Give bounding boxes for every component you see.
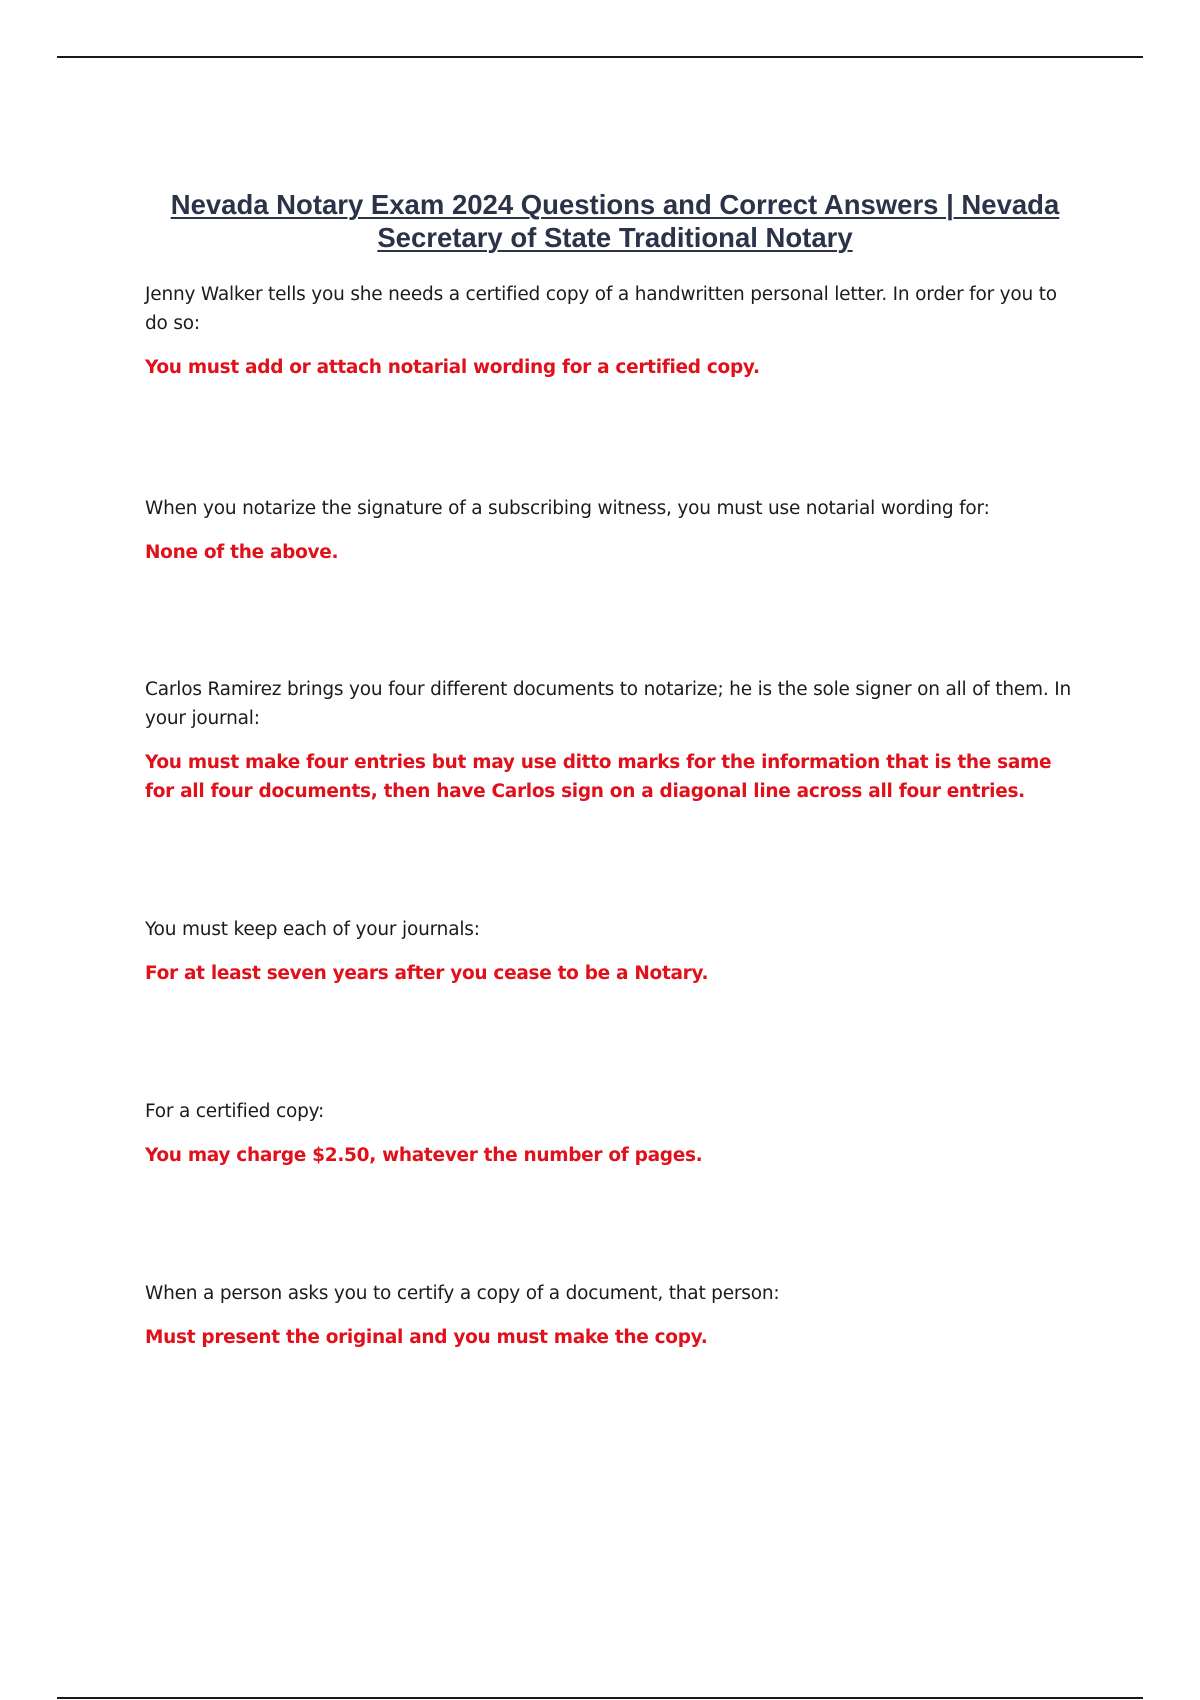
answer-text: You must add or attach notarial wording for a certified copy. [145, 357, 760, 378]
document-title: Nevada Notary Exam 2024 Questions and Correct Answers | Nevada Secretary of State Traditional Notary [170, 189, 1060, 253]
bottom-rule [57, 1697, 1143, 1699]
answer-text: You must make four entries but may use ditto marks for the information that is the same for all four documents, then have Carlos sign on a diagonal line across all four entries. [145, 752, 1052, 802]
question-text: When a person asks you to certify a copy of a document, that person: [145, 1283, 780, 1304]
qa-item-5 [145, 1097, 1085, 1170]
question-text: You must keep each of your journals: [145, 919, 480, 940]
qa-item-4 [145, 915, 1085, 988]
question-text: Carlos Ramirez brings you four different documents to notarize; he is the sole signer on all of them. In your journal: [145, 679, 1071, 729]
top-rule [57, 56, 1143, 58]
qa-item-6 [145, 1279, 1085, 1352]
answer-text: You may charge $2.50, whatever the number of pages. [145, 1145, 703, 1166]
qa-item-2 [145, 494, 1085, 567]
question-text: For a certified copy: [145, 1101, 325, 1122]
answer-text: Must present the original and you must make the copy. [145, 1327, 708, 1348]
question-text: Jenny Walker tells you she needs a certified copy of a handwritten personal letter. In order for you to do so: [145, 284, 1057, 334]
answer-text: For at least seven years after you cease to be a Notary. [145, 963, 709, 984]
question-text: When you notarize the signature of a subscribing witness, you must use notarial wording for: [145, 498, 990, 519]
qa-item-3 [145, 675, 1085, 806]
qa-item-1 [145, 280, 1085, 382]
answer-text: None of the above. [145, 542, 339, 563]
